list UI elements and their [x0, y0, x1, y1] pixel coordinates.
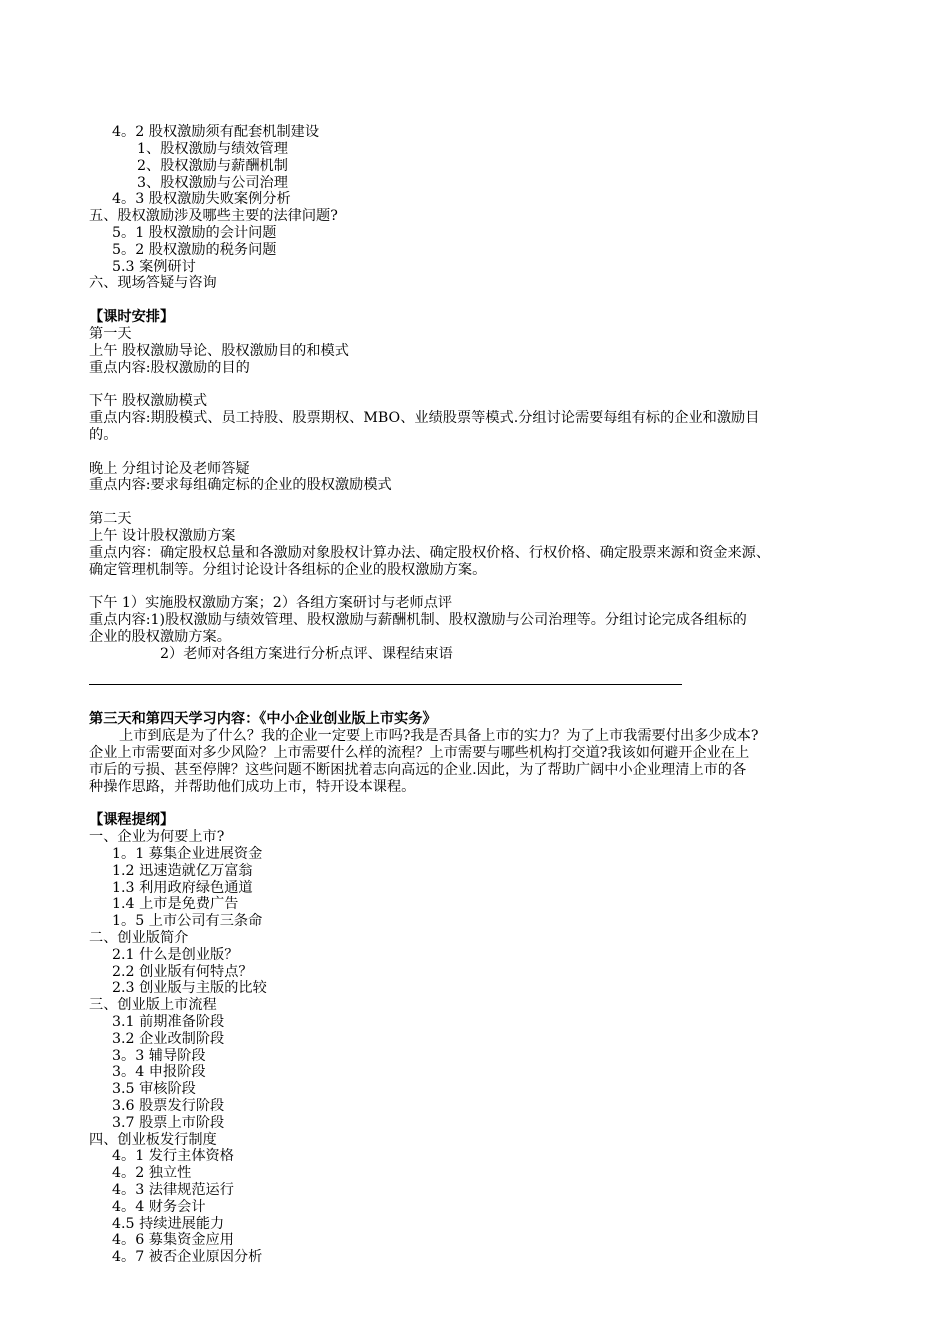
- course-title: 第三天和第四天学习内容：《中小企业创业版上市实务》: [89, 711, 437, 727]
- outline-item: 1。1 募集企业进展资金: [112, 846, 263, 862]
- outline-item: 4。2 股权激励须有配套机制建设: [112, 124, 320, 140]
- session-title: 下午 股权激励模式: [89, 393, 208, 409]
- outline-item: 3.2 企业改制阶段: [112, 1031, 225, 1047]
- outline-section: 六、现场答疑与咨询: [89, 275, 217, 291]
- session-focus: 重点内容:期股模式、员工持股、股票期权、MBO、业绩股票等模式.分组讨论需要每组有标的企业和激励目: [89, 410, 760, 426]
- outline-item: 4。6 募集资金应用: [112, 1232, 234, 1248]
- outline-item: 1.3 利用政府绿色通道: [112, 880, 253, 896]
- session-title: 下午 1）实施股权激励方案；2）各组方案研讨与老师点评: [89, 595, 453, 611]
- outline-item: 2.2 创业版有何特点？: [112, 964, 253, 980]
- session-focus-cont: 确定管理机制等。分组讨论设计各组标的企业的股权激励方案。: [89, 562, 487, 578]
- outline-item: 5。1 股权激励的会计问题: [112, 225, 277, 241]
- session-title: 上午 股权激励导论、股权激励目的和模式: [89, 343, 349, 359]
- day-label: 第二天: [89, 511, 132, 527]
- outline-item: 1.2 迅速造就亿万富翁: [112, 863, 253, 879]
- outline-item: 4。7 被否企业原因分析: [112, 1249, 263, 1265]
- session-focus: 重点内容:1)股权激励与绩效管理、股权激励与薪酬机制、股权激励与公司治理等。分组讨论完成各组标的: [89, 612, 747, 628]
- session-focus-cont: 的。: [89, 427, 118, 443]
- section-divider: [89, 684, 682, 685]
- outline-section: 二、创业版简介: [89, 930, 189, 946]
- session-focus: 重点内容:股权激励的目的: [89, 360, 250, 376]
- session-title: 晚上 分组讨论及老师答疑: [89, 461, 250, 477]
- session-focus: 重点内容:要求每组确定标的企业的股权激励模式: [89, 477, 392, 493]
- outline-item: 2.1 什么是创业版？: [112, 947, 239, 963]
- outline-item: 4。3 法律规范运行: [112, 1182, 234, 1198]
- outline-item: 4。2 独立性: [112, 1165, 192, 1181]
- outline-item: 3.7 股票上市阶段: [112, 1115, 225, 1131]
- session-focus-cont: 企业的股权激励方案。: [89, 629, 231, 645]
- outline-item: 3.1 前期准备阶段: [112, 1014, 225, 1030]
- outline-section: 一、企业为何要上市?: [89, 829, 225, 845]
- outline-section: 四、创业板发行制度: [89, 1132, 217, 1148]
- intro-paragraph-line: 企业上市需要面对多少风险？上市需要什么样的流程？上市需要与哪些机构打交道?我该如何避开企业在上: [89, 745, 750, 761]
- intro-paragraph-line: 上市到底是为了什么？我的企业一定要上市吗?我是否具备上市的实力？为了上市我需要付出多少成本?: [119, 728, 759, 744]
- outline-item: 3。3 辅导阶段: [112, 1048, 206, 1064]
- outline-heading: 【课程提纲】: [89, 812, 175, 828]
- day-label: 第一天: [89, 326, 132, 342]
- outline-item: 3.6 股票发行阶段: [112, 1098, 225, 1114]
- session-title: 上午 设计股权激励方案: [89, 528, 236, 544]
- outline-item: 3。4 申报阶段: [112, 1064, 206, 1080]
- outline-item: 4。3 股权激励失败案例分析: [112, 191, 291, 207]
- outline-item: 4.5 持续进展能力: [112, 1216, 225, 1232]
- intro-paragraph-line: 市后的亏损、甚至停牌？这些问题不断困扰着志向高远的企业.因此，为了帮助广阔中小企业理清上市的各: [89, 762, 747, 778]
- outline-item: 3.5 审核阶段: [112, 1081, 196, 1097]
- outline-item: 4。1 发行主体资格: [112, 1148, 234, 1164]
- outline-item: 5.3 案例研讨: [112, 259, 196, 275]
- outline-section: 五、股权激励涉及哪些主要的法律问题?: [89, 208, 338, 224]
- outline-subitem: 1、股权激励与绩效管理: [137, 141, 288, 157]
- session-focus-cont: 2）老师对各组方案进行分析点评、课程结束语: [160, 646, 453, 662]
- outline-item: 5。2 股权激励的税务问题: [112, 242, 277, 258]
- schedule-heading: 【课时安排】: [89, 309, 175, 325]
- intro-paragraph-line: 种操作思路，并帮助他们成功上市，特开设本课程。: [89, 779, 416, 795]
- session-focus: 重点内容：确定股权总量和各激励对象股权计算办法、确定股权价格、行权价格、确定股票来源和资金来源、: [89, 545, 771, 561]
- outline-subitem: 2、股权激励与薪酬机制: [137, 158, 288, 174]
- outline-section: 三、创业版上市流程: [89, 997, 217, 1013]
- outline-item: 1。5 上市公司有三条命: [112, 913, 263, 929]
- outline-item: 1.4 上市是免费广告: [112, 896, 239, 912]
- outline-item: 4。4 财务会计: [112, 1199, 206, 1215]
- outline-item: 2.3 创业版与主版的比较: [112, 980, 267, 996]
- outline-subitem: 3、股权激励与公司治理: [137, 175, 288, 191]
